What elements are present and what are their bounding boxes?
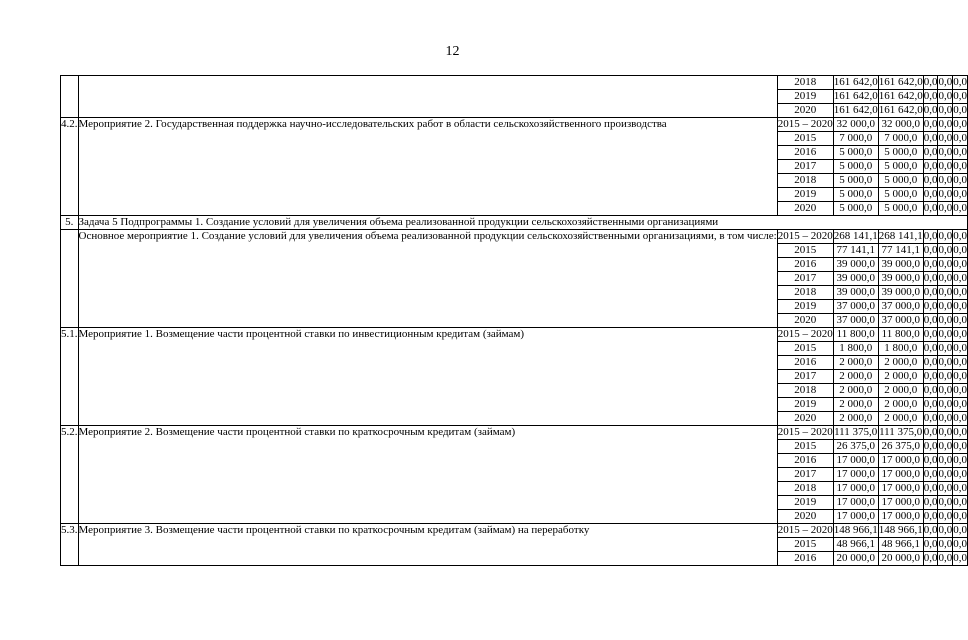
row-number-cell: 4.2.: [61, 118, 79, 216]
federal-budget-cell: 0,0: [923, 118, 938, 130]
total-cell: 5 000,0: [833, 160, 878, 174]
regional-budget-cell: 39 000,0: [878, 286, 923, 300]
other-sources-cell: 0,0: [953, 300, 967, 312]
year-cell: 2020: [777, 314, 833, 328]
regional-budget-cell: 2 000,0: [878, 384, 923, 398]
federal-budget-cell: 0,0: [923, 90, 938, 102]
year-cell: 2020: [777, 104, 833, 118]
local-budget-cell: 0,0: [938, 552, 953, 564]
total-cell: 17 000,0: [833, 510, 878, 524]
other-sources-cell: 0,0: [953, 412, 967, 424]
total-cell: 5 000,0: [833, 202, 878, 216]
local-budget-cell: 0,0: [938, 118, 953, 130]
year-cell: 2019: [777, 496, 833, 510]
local-budget-cell: 0,0: [938, 90, 953, 102]
regional-budget-cell: 20 000,0: [878, 552, 923, 566]
federal-budget-cell: 0,0: [923, 398, 938, 410]
federal-budget-cell: 0,0: [923, 538, 938, 550]
local-budget-cell: 0,0: [938, 524, 953, 536]
year-cell: 2016: [777, 356, 833, 370]
federal-budget-cell: 0,0: [923, 426, 938, 438]
regional-budget-cell: 48 966,1: [878, 538, 923, 552]
activity-name-cell: Мероприятие 2. Возмещение части процентной ставки по краткосрочным кредитам (займам): [78, 426, 777, 524]
regional-budget-cell: 26 375,0: [878, 440, 923, 454]
federal-budget-cell: 0,0: [923, 286, 938, 298]
local-budget-cell: 0,0: [938, 440, 953, 452]
year-cell: 2018: [777, 384, 833, 398]
year-cell: 2015: [777, 538, 833, 552]
total-cell: 148 966,1: [833, 524, 878, 536]
other-sources-cell: 0,0: [953, 230, 967, 242]
federal-budget-cell: 0,0: [923, 510, 938, 522]
regional-budget-cell: 161 642,0: [878, 76, 923, 88]
task-row: [61, 216, 968, 230]
activity-name-cell: [78, 76, 777, 118]
other-sources-cell: 0,0: [953, 552, 967, 564]
regional-budget-cell: 161 642,0: [878, 104, 923, 116]
local-budget-cell: 0,0: [938, 482, 953, 494]
year-cell: 2015 – 2020: [777, 118, 833, 130]
federal-budget-cell: 0,0: [923, 230, 938, 242]
local-budget-cell: 0,0: [938, 174, 953, 186]
local-budget-cell: 0,0: [938, 398, 953, 410]
other-sources-cell: 0,0: [953, 398, 967, 410]
activity-name-cell: Мероприятие 2. Государственная поддержка научно-исследовательских работ в области сельскохозяйственного производства: [78, 118, 777, 216]
other-sources-cell: 0,0: [953, 104, 967, 116]
row-number-cell: [61, 76, 79, 118]
budget-table: [60, 75, 968, 566]
federal-budget-cell: 0,0: [923, 328, 938, 340]
total-cell: 37 000,0: [833, 300, 878, 314]
table-row: [61, 524, 968, 538]
total-cell: 161 642,0: [833, 90, 878, 102]
other-sources-cell: 0,0: [953, 510, 967, 522]
regional-budget-cell: 2 000,0: [878, 412, 923, 426]
other-sources-cell: 0,0: [953, 90, 967, 102]
other-sources-cell: 0,0: [953, 454, 967, 466]
federal-budget-cell: 0,0: [923, 244, 938, 256]
other-sources-cell: 0,0: [953, 538, 967, 550]
year-cell: 2019: [777, 398, 833, 412]
regional-budget-cell: 148 966,1: [878, 524, 923, 536]
federal-budget-cell: 0,0: [923, 496, 938, 508]
regional-budget-cell: 7 000,0: [878, 132, 923, 146]
total-cell: 2 000,0: [833, 412, 878, 426]
other-sources-cell: 0,0: [953, 160, 967, 172]
other-sources-cell: 0,0: [953, 370, 967, 382]
other-sources-cell: 0,0: [953, 286, 967, 298]
total-cell: 2 000,0: [833, 356, 878, 370]
federal-budget-cell: 0,0: [923, 202, 938, 214]
federal-budget-cell: 0,0: [923, 258, 938, 270]
regional-budget-cell: 37 000,0: [878, 314, 923, 328]
federal-budget-cell: 0,0: [923, 384, 938, 396]
total-cell: 39 000,0: [833, 258, 878, 272]
regional-budget-cell: 37 000,0: [878, 300, 923, 314]
year-cell: 2020: [777, 412, 833, 426]
local-budget-cell: 0,0: [938, 328, 953, 340]
federal-budget-cell: 0,0: [923, 356, 938, 368]
total-cell: 39 000,0: [833, 286, 878, 300]
total-cell: 5 000,0: [833, 188, 878, 202]
regional-budget-cell: 2 000,0: [878, 398, 923, 412]
total-cell: 17 000,0: [833, 454, 878, 468]
local-budget-cell: 0,0: [938, 314, 953, 326]
other-sources-cell: 0,0: [953, 188, 967, 200]
local-budget-cell: 0,0: [938, 468, 953, 480]
federal-budget-cell: 0,0: [923, 482, 938, 494]
local-budget-cell: 0,0: [938, 426, 953, 438]
local-budget-cell: 0,0: [938, 342, 953, 354]
other-sources-cell: 0,0: [953, 328, 967, 340]
total-cell: 17 000,0: [833, 482, 878, 496]
federal-budget-cell: 0,0: [923, 272, 938, 284]
regional-budget-cell: 17 000,0: [878, 482, 923, 496]
other-sources-cell: 0,0: [953, 524, 967, 536]
total-cell: 161 642,0: [833, 104, 878, 116]
local-budget-cell: 0,0: [938, 412, 953, 424]
year-cell: 2015 – 2020: [777, 524, 833, 536]
federal-budget-cell: 0,0: [923, 342, 938, 354]
year-cell: 2016: [777, 454, 833, 468]
row-number-cell: 5.2.: [61, 426, 79, 524]
local-budget-cell: 0,0: [938, 230, 953, 242]
year-cell: 2017: [777, 370, 833, 384]
year-cell: 2018: [777, 76, 833, 90]
total-cell: 111 375,0: [834, 426, 878, 438]
local-budget-cell: 0,0: [938, 104, 953, 116]
table-row: [61, 118, 968, 132]
other-sources-cell: 0,0: [953, 482, 967, 494]
other-sources-cell: 0,0: [953, 496, 967, 508]
other-sources-cell: 0,0: [953, 272, 967, 284]
other-sources-cell: 0,0: [953, 468, 967, 480]
total-cell: 268 141,1: [833, 230, 878, 242]
total-cell: 7 000,0: [833, 132, 878, 146]
activity-name-cell: Мероприятие 1. Возмещение части процентной ставки по инвестиционным кредитам (займам): [78, 328, 777, 426]
regional-budget-cell: 5 000,0: [878, 146, 923, 160]
total-cell: 48 966,1: [833, 538, 878, 552]
page-number: 12: [445, 44, 460, 59]
regional-budget-cell: 5 000,0: [878, 188, 923, 202]
other-sources-cell: 0,0: [953, 174, 967, 186]
regional-budget-cell: 32 000,0: [878, 118, 923, 132]
row-number-cell: [61, 230, 79, 328]
local-budget-cell: 0,0: [938, 272, 953, 284]
regional-budget-cell: 17 000,0: [878, 454, 923, 468]
local-budget-cell: 0,0: [938, 370, 953, 382]
federal-budget-cell: 0,0: [923, 440, 938, 452]
regional-budget-cell: 2 000,0: [878, 370, 923, 384]
activity-name-cell: Основное мероприятие 1. Создание условий для увеличения объема реализованной продукции сельскохозяйственными организациями, в том числе:: [78, 230, 777, 328]
other-sources-cell: 0,0: [953, 118, 967, 130]
federal-budget-cell: 0,0: [923, 76, 938, 88]
year-cell: 2018: [777, 174, 833, 188]
other-sources-cell: 0,0: [953, 440, 967, 452]
federal-budget-cell: 0,0: [923, 468, 938, 480]
year-cell: 2017: [777, 160, 833, 174]
year-cell: 2016: [777, 146, 833, 160]
regional-budget-cell: 2 000,0: [878, 356, 923, 370]
local-budget-cell: 0,0: [938, 538, 953, 550]
year-cell: 2019: [777, 90, 833, 104]
local-budget-cell: 0,0: [938, 76, 953, 88]
table-row: [61, 76, 968, 90]
row-number-cell: 5.: [61, 216, 79, 230]
local-budget-cell: 0,0: [938, 244, 953, 256]
other-sources-cell: 0,0: [953, 384, 967, 396]
total-cell: 32 000,0: [833, 118, 878, 132]
local-budget-cell: 0,0: [938, 300, 953, 312]
total-cell: 1 800,0: [833, 342, 878, 356]
row-number-cell: 5.1.: [61, 328, 79, 426]
regional-budget-cell: 5 000,0: [878, 202, 923, 216]
year-cell: 2020: [777, 510, 833, 524]
federal-budget-cell: 0,0: [923, 132, 938, 144]
local-budget-cell: 0,0: [938, 258, 953, 270]
local-budget-cell: 0,0: [938, 356, 953, 368]
other-sources-cell: 0,0: [953, 76, 967, 88]
total-cell: 17 000,0: [833, 468, 878, 482]
year-cell: 2015: [777, 244, 833, 258]
regional-budget-cell: 17 000,0: [878, 468, 923, 482]
regional-budget-cell: 268 141,1: [878, 230, 923, 242]
local-budget-cell: 0,0: [938, 510, 953, 522]
local-budget-cell: 0,0: [938, 384, 953, 396]
year-cell: 2015 – 2020: [777, 230, 833, 242]
year-cell: 2020: [777, 202, 833, 216]
other-sources-cell: 0,0: [953, 202, 967, 214]
other-sources-cell: 0,0: [953, 314, 967, 326]
local-budget-cell: 0,0: [938, 496, 953, 508]
federal-budget-cell: 0,0: [923, 454, 938, 466]
federal-budget-cell: 0,0: [923, 146, 938, 158]
total-cell: 2 000,0: [833, 370, 878, 384]
regional-budget-cell: 11 800,0: [878, 328, 923, 342]
other-sources-cell: 0,0: [953, 342, 967, 354]
other-sources-cell: 0,0: [953, 426, 967, 438]
other-sources-cell: 0,0: [953, 258, 967, 270]
regional-budget-cell: 17 000,0: [878, 510, 923, 524]
local-budget-cell: 0,0: [938, 160, 953, 172]
table-row: [61, 426, 968, 440]
year-cell: 2018: [777, 482, 833, 496]
other-sources-cell: 0,0: [953, 244, 967, 256]
federal-budget-cell: 0,0: [923, 524, 938, 536]
task-title-cell: Задача 5 Подпрограммы 1. Создание условий для увеличения объема реализованной продукции сельскохозяйственными организациями: [78, 216, 967, 230]
total-cell: 20 000,0: [833, 552, 878, 566]
federal-budget-cell: 0,0: [923, 300, 938, 312]
local-budget-cell: 0,0: [938, 202, 953, 214]
federal-budget-cell: 0,0: [923, 174, 938, 186]
total-cell: 11 800,0: [833, 328, 878, 342]
federal-budget-cell: 0,0: [923, 370, 938, 382]
federal-budget-cell: 0,0: [923, 314, 938, 326]
federal-budget-cell: 0,0: [923, 552, 938, 564]
federal-budget-cell: 0,0: [923, 412, 938, 424]
local-budget-cell: 0,0: [938, 132, 953, 144]
total-cell: 161 642,0: [833, 76, 878, 88]
local-budget-cell: 0,0: [938, 146, 953, 158]
year-cell: 2017: [777, 468, 833, 482]
year-cell: 2015: [777, 342, 833, 356]
year-cell: 2015: [777, 132, 833, 146]
year-cell: 2018: [777, 286, 833, 300]
year-cell: 2016: [777, 258, 833, 272]
local-budget-cell: 0,0: [938, 188, 953, 200]
regional-budget-cell: 1 800,0: [878, 342, 923, 356]
local-budget-cell: 0,0: [938, 286, 953, 298]
regional-budget-cell: 161 642,0: [878, 90, 923, 102]
total-cell: 2 000,0: [833, 398, 878, 412]
total-cell: 77 141,1: [833, 244, 878, 258]
total-cell: 5 000,0: [833, 174, 878, 188]
regional-budget-cell: 39 000,0: [878, 272, 923, 286]
federal-budget-cell: 0,0: [923, 188, 938, 200]
year-cell: 2019: [777, 300, 833, 314]
regional-budget-cell: 5 000,0: [878, 160, 923, 174]
year-cell: 2015 – 2020: [777, 328, 833, 340]
total-cell: 26 375,0: [833, 440, 878, 454]
year-cell: 2016: [777, 552, 833, 566]
total-cell: 5 000,0: [833, 146, 878, 160]
other-sources-cell: 0,0: [953, 356, 967, 368]
regional-budget-cell: 39 000,0: [878, 258, 923, 272]
regional-budget-cell: 111 375,0: [879, 426, 923, 438]
year-cell: 2015: [777, 440, 833, 454]
total-cell: 17 000,0: [833, 496, 878, 510]
other-sources-cell: 0,0: [953, 146, 967, 158]
total-cell: 37 000,0: [833, 314, 878, 328]
table-row: [61, 230, 968, 244]
regional-budget-cell: 17 000,0: [878, 496, 923, 510]
row-number-cell: 5.3.: [61, 524, 79, 566]
total-cell: 2 000,0: [833, 384, 878, 398]
regional-budget-cell: 77 141,1: [878, 244, 923, 258]
federal-budget-cell: 0,0: [923, 104, 938, 116]
year-cell: 2019: [777, 188, 833, 202]
year-cell: 2017: [777, 272, 833, 286]
local-budget-cell: 0,0: [938, 454, 953, 466]
regional-budget-cell: 5 000,0: [878, 174, 923, 188]
table-row: [61, 328, 968, 342]
year-cell: 2015 – 2020: [777, 426, 833, 438]
other-sources-cell: 0,0: [953, 132, 967, 144]
activity-name-cell: Мероприятие 3. Возмещение части процентной ставки по краткосрочным кредитам (займам) на переработку: [78, 524, 777, 566]
federal-budget-cell: 0,0: [923, 160, 938, 172]
total-cell: 39 000,0: [833, 272, 878, 286]
